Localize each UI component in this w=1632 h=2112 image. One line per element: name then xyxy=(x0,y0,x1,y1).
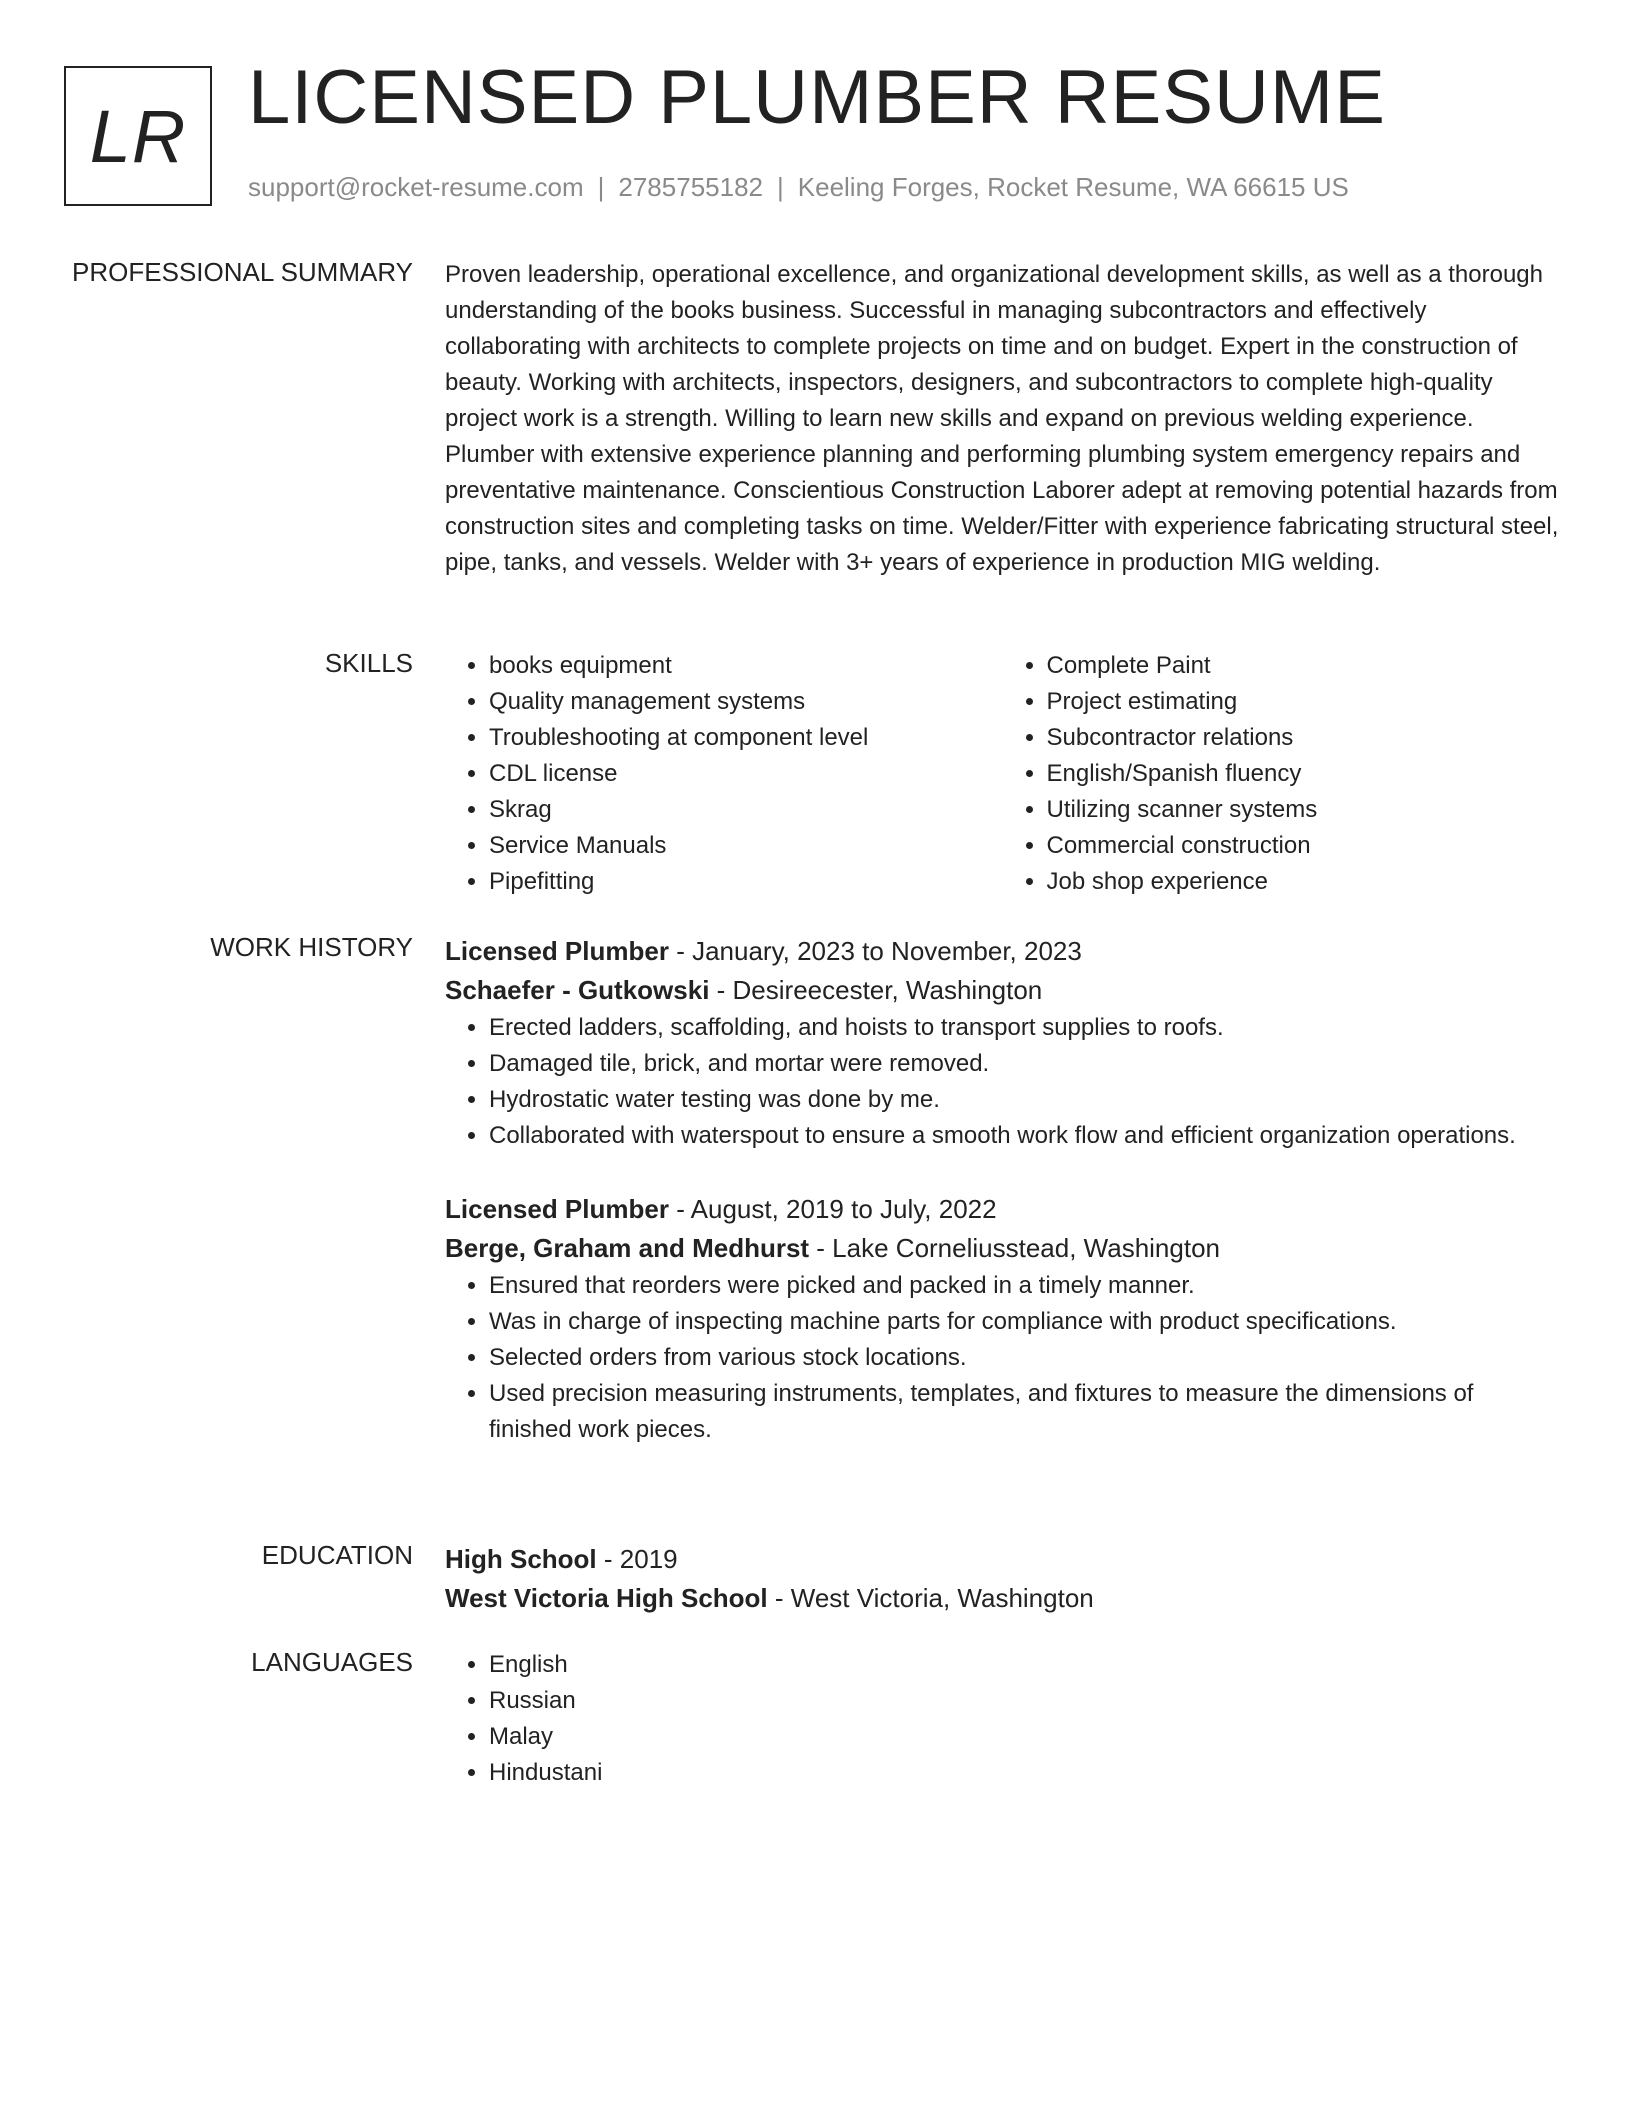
contact-separator: | xyxy=(597,172,605,202)
company-line xyxy=(445,1229,1560,1268)
school-location: - West Victoria, Washington xyxy=(767,1583,1094,1613)
job-entry xyxy=(445,932,1560,1154)
languages-list xyxy=(445,1647,1560,1791)
company-location: - Desireecester, Washington xyxy=(709,975,1043,1005)
job-title-line xyxy=(445,932,1560,971)
section-label-work-history: WORK HISTORY xyxy=(210,932,413,962)
monogram-logo: LR xyxy=(64,66,212,206)
skill-item: • books equipment xyxy=(489,648,1003,684)
contact-phone: 2785755182 xyxy=(618,172,763,202)
job-bullets xyxy=(445,1268,1560,1448)
summary-text: Proven leadership, operational excellence, and organizational development skills, as well as a thorough understanding of the books business. Successful in managing subcontractors and effectively collaborating with architects to complete projects on time and on budget. Expert in the construction of beauty. Working with architects, inspectors, designers, and subcontractors to complete high-quality project work is a strength. Willing to learn new skills and expand on previous welding experience. Plumber with extensive experience planning and performing plumbing system emergency repairs and preventative maintenance. Conscientious Construction Laborer adept at removing potential hazards from construction sites and completing tasks on time. Welder/Fitter with experience fabricating structural steel, pipe, tanks, and vessels. Welder with 3+ years of experience in production MIG welding. xyxy=(445,261,1559,576)
company-name: Schaefer - Gutkowski xyxy=(445,975,710,1005)
job-dates: - January, 2023 to November, 2023 xyxy=(668,936,1082,966)
company-line xyxy=(445,971,1560,1010)
education-body xyxy=(445,1540,1560,1618)
work-history-body xyxy=(445,932,1560,1448)
job-title: Licensed Plumber xyxy=(445,1194,669,1224)
job-title-line xyxy=(445,1190,1560,1229)
company-location: - Lake Corneliusstead, Washington xyxy=(809,1233,1220,1263)
resume-title: LICENSED PLUMBER RESUME xyxy=(248,55,1386,140)
job-bullet: • Damaged tile, brick, and mortar were removed. xyxy=(489,1046,1560,1082)
language-item: • Malay xyxy=(489,1719,1560,1755)
job-bullet: • Hydrostatic water testing was done by me. xyxy=(489,1082,1560,1118)
contact-email: support@rocket-resume.com xyxy=(248,172,584,202)
degree-line xyxy=(445,1540,1560,1579)
job-bullet: • Was in charge of inspecting machine parts for compliance with product specifications. xyxy=(489,1304,1560,1340)
section-label-education: EDUCATION xyxy=(261,1540,413,1570)
job-dates: - August, 2019 to July, 2022 xyxy=(668,1194,997,1224)
skill-item: • CDL license xyxy=(489,756,1003,792)
job-bullet: • Ensured that reorders were picked and packed in a timely manner. xyxy=(489,1268,1560,1304)
job-bullets xyxy=(445,1010,1560,1154)
language-item: • English xyxy=(489,1647,1560,1683)
skills-list-right xyxy=(1003,648,1561,900)
degree: High School xyxy=(445,1544,597,1574)
contact-separator: | xyxy=(777,172,784,202)
job-bullet: • Collaborated with waterspout to ensure a smooth work flow and efficient organization operations. xyxy=(489,1118,1560,1154)
skill-item: • Complete Paint xyxy=(1047,648,1561,684)
skill-item: • Quality management systems xyxy=(489,684,1003,720)
skill-item: • Pipefitting xyxy=(489,864,1003,900)
graduation-year: - 2019 xyxy=(596,1544,678,1574)
job-bullet: • Used precision measuring instruments, templates, and fixtures to measure the dimensions of finished work pieces. xyxy=(489,1376,1560,1448)
skills-columns xyxy=(445,648,1560,900)
contact-line xyxy=(248,172,1349,203)
skill-item: • Troubleshooting at component level xyxy=(489,720,1003,756)
skill-item: • Job shop experience xyxy=(1047,864,1561,900)
section-label-languages: LANGUAGES xyxy=(251,1647,413,1677)
section-label-skills: SKILLS xyxy=(324,648,413,678)
skill-item: • Subcontractor relations xyxy=(1047,720,1561,756)
school-line xyxy=(445,1579,1560,1618)
school-name: West Victoria High School xyxy=(445,1583,768,1613)
job-entry xyxy=(445,1190,1560,1448)
company-name: Berge, Graham and Medhurst xyxy=(445,1233,810,1263)
skills-list-left xyxy=(445,648,1003,900)
contact-address: Keeling Forges, Rocket Resume, WA 66615 US xyxy=(797,172,1349,202)
skill-item: • Service Manuals xyxy=(489,828,1003,864)
language-item: • Russian xyxy=(489,1683,1560,1719)
language-item: • Hindustani xyxy=(489,1755,1560,1791)
job-bullet: • Selected orders from various stock locations. xyxy=(489,1340,1560,1376)
section-label-summary: PROFESSIONAL SUMMARY xyxy=(72,257,413,287)
skill-item: • Project estimating xyxy=(1047,684,1561,720)
job-title: Licensed Plumber xyxy=(445,936,669,966)
skill-item: • Utilizing scanner systems xyxy=(1047,792,1561,828)
skills-body xyxy=(445,648,1560,900)
languages-body xyxy=(445,1647,1560,1791)
skill-item: • Skrag xyxy=(489,792,1003,828)
summary-body xyxy=(445,257,1560,581)
job-bullet: • Erected ladders, scaffolding, and hoists to transport supplies to roofs. xyxy=(489,1010,1560,1046)
skill-item: • English/Spanish fluency xyxy=(1047,756,1561,792)
skill-item: • Commercial construction xyxy=(1047,828,1561,864)
